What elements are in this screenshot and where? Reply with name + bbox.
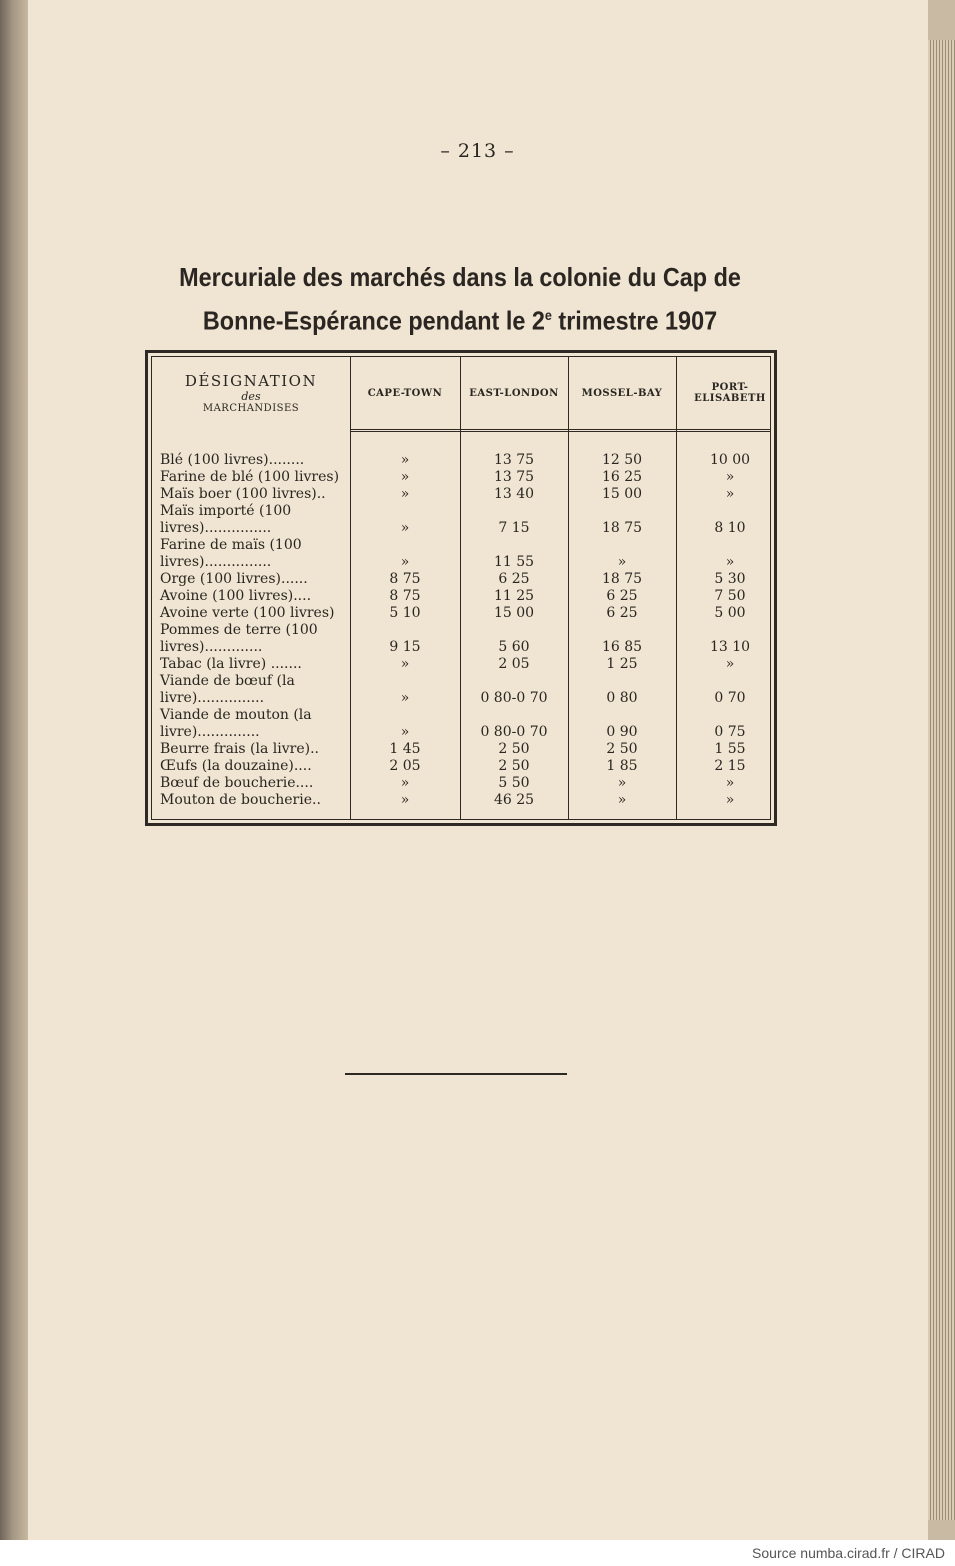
cell-mossel-bay: 16 85 — [601, 639, 643, 655]
cell-mossel-bay: » — [617, 554, 627, 570]
cell-port-elisabeth: » — [725, 469, 735, 485]
cell-east-london: 2 50 — [498, 758, 530, 774]
header-designation-title: DÉSIGNATION — [184, 372, 318, 390]
cell-port-elisabeth: 5 00 — [714, 605, 746, 621]
table-row — [152, 605, 770, 622]
cell-east-london: 7 15 — [498, 520, 530, 536]
table-row — [152, 571, 770, 588]
cell-port-elisabeth: » — [725, 775, 735, 791]
cell-cape-town: » — [400, 554, 410, 570]
price-table-inner — [151, 356, 771, 820]
title-line-1: Mercuriale des marchés dans la colonie du Cap de — [179, 262, 741, 292]
header-designation-des: des — [241, 390, 261, 403]
cell-cape-town: » — [400, 690, 410, 706]
row-label: Viande de bœuf (la livre)............... — [160, 673, 295, 706]
cell-mossel-bay: 0 90 — [606, 724, 638, 740]
cell-mossel-bay: 1 25 — [606, 656, 638, 672]
cell-port-elisabeth: 1 55 — [714, 741, 746, 757]
cell-mossel-bay: 2 50 — [606, 741, 638, 757]
row-label: Maïs boer (100 livres).. — [160, 486, 326, 502]
cell-cape-town: » — [400, 452, 410, 468]
cell-port-elisabeth: » — [725, 554, 735, 570]
cell-east-london: 0 80-0 70 — [480, 724, 548, 740]
title-line-2 — [154, 296, 766, 340]
table-row — [152, 707, 770, 741]
cell-port-elisabeth: 0 75 — [714, 724, 746, 740]
cell-port-elisabeth: » — [725, 792, 735, 808]
cell-mossel-bay: 16 25 — [601, 469, 643, 485]
cell-east-london: 15 00 — [493, 605, 535, 621]
cell-mossel-bay: » — [617, 775, 627, 791]
cell-east-london: 13 40 — [493, 486, 535, 502]
row-label: Tabac (la livre) ....... — [160, 656, 302, 672]
cell-cape-town: » — [400, 775, 410, 791]
cell-port-elisabeth: 0 70 — [714, 690, 746, 706]
header-east-london: EAST-LONDON — [469, 387, 559, 399]
page-title — [154, 258, 766, 340]
cell-port-elisabeth: » — [725, 656, 735, 672]
source-credit: Source numba.cirad.fr / CIRAD — [752, 1545, 945, 1561]
row-label: Pommes de terre (100 livres)............. — [160, 622, 318, 655]
header-designation — [152, 357, 350, 429]
cell-port-elisabeth: 8 10 — [714, 520, 746, 536]
title-line-2-end: trimestre 1907 — [551, 305, 718, 336]
table-row — [152, 656, 770, 673]
cell-east-london: 6 25 — [498, 571, 530, 587]
row-label: Œufs (la douzaine).... — [160, 758, 312, 774]
table-body — [152, 452, 770, 809]
table-row — [152, 622, 770, 656]
row-label: Maïs importé (100 livres)............... — [160, 503, 292, 536]
cell-port-elisabeth: 5 30 — [714, 571, 746, 587]
row-label: Viande de mouton (la livre).............. — [160, 707, 312, 740]
table-row — [152, 758, 770, 775]
table-row — [152, 588, 770, 605]
cell-east-london: 11 25 — [493, 588, 535, 604]
cell-port-elisabeth: » — [725, 486, 735, 502]
book-gutter — [0, 0, 28, 1540]
cell-cape-town: » — [400, 486, 410, 502]
table-row — [152, 775, 770, 792]
cell-cape-town: » — [400, 520, 410, 536]
cell-mossel-bay: 0 80 — [606, 690, 638, 706]
cell-mossel-bay: 18 75 — [601, 571, 643, 587]
title-superscript: e — [544, 307, 552, 323]
cell-east-london: 13 75 — [493, 469, 535, 485]
cell-cape-town: » — [400, 792, 410, 808]
cell-east-london: 11 55 — [493, 554, 535, 570]
cell-mossel-bay: » — [617, 792, 627, 808]
cell-east-london: 0 80-0 70 — [480, 690, 548, 706]
header-mossel-bay: MOSSEL-BAY — [581, 387, 663, 399]
cell-cape-town: » — [400, 724, 410, 740]
header-rule — [350, 429, 770, 432]
cell-mossel-bay: 18 75 — [601, 520, 643, 536]
table-row — [152, 792, 770, 809]
table-row — [152, 469, 770, 486]
row-label: Avoine (100 livres).... — [160, 588, 312, 604]
row-label: Blé (100 livres)........ — [160, 452, 305, 468]
header-cape-town: CAPE-TOWN — [367, 387, 443, 399]
row-label: Mouton de boucherie.. — [160, 792, 321, 808]
table-row — [152, 486, 770, 503]
cell-port-elisabeth: 7 50 — [714, 588, 746, 604]
page-number: – 213 – — [440, 140, 515, 162]
cell-east-london: 2 05 — [498, 656, 530, 672]
cell-mossel-bay: 6 25 — [606, 588, 638, 604]
cell-port-elisabeth: 10 00 — [709, 452, 751, 468]
row-label: Farine de maïs (100 livres)............... — [160, 537, 302, 570]
row-label: Avoine verte (100 livres) — [160, 605, 335, 621]
cell-mossel-bay: 1 85 — [606, 758, 638, 774]
cell-cape-town: » — [400, 469, 410, 485]
cell-east-london: 5 50 — [498, 775, 530, 791]
cell-cape-town: 2 05 — [389, 758, 421, 774]
cell-east-london: 46 25 — [493, 792, 535, 808]
cell-cape-town: 1 45 — [389, 741, 421, 757]
closing-rule — [345, 1073, 567, 1075]
cell-cape-town: 8 75 — [389, 571, 421, 587]
cell-east-london: 13 75 — [493, 452, 535, 468]
page-edges — [928, 40, 955, 1520]
cell-mossel-bay: 6 25 — [606, 605, 638, 621]
cell-east-london: 2 50 — [498, 741, 530, 757]
row-label: Beurre frais (la livre).. — [160, 741, 319, 757]
table-row — [152, 741, 770, 758]
table-row — [152, 673, 770, 707]
cell-mossel-bay: 12 50 — [601, 452, 643, 468]
row-label: Orge (100 livres)...... — [160, 571, 308, 587]
table-row — [152, 537, 770, 571]
price-table — [145, 350, 777, 826]
cell-port-elisabeth: 2 15 — [714, 758, 746, 774]
title-line-2-start: Bonne-Espérance pendant le 2 — [202, 305, 545, 336]
cell-cape-town: 9 15 — [389, 639, 421, 655]
cell-cape-town: 8 75 — [389, 588, 421, 604]
cell-east-london: 5 60 — [498, 639, 530, 655]
cell-cape-town: 5 10 — [389, 605, 421, 621]
cell-mossel-bay: 15 00 — [601, 486, 643, 502]
header-port-elisabeth: PORT-ELISABETH — [694, 382, 766, 404]
cell-port-elisabeth: 13 10 — [709, 639, 751, 655]
row-label: Bœuf de boucherie.... — [160, 775, 314, 791]
table-row — [152, 503, 770, 537]
table-row — [152, 452, 770, 469]
cell-cape-town: » — [400, 656, 410, 672]
row-label: Farine de blé (100 livres) — [160, 469, 340, 485]
header-designation-marchandises: MARCHANDISES — [202, 403, 300, 414]
